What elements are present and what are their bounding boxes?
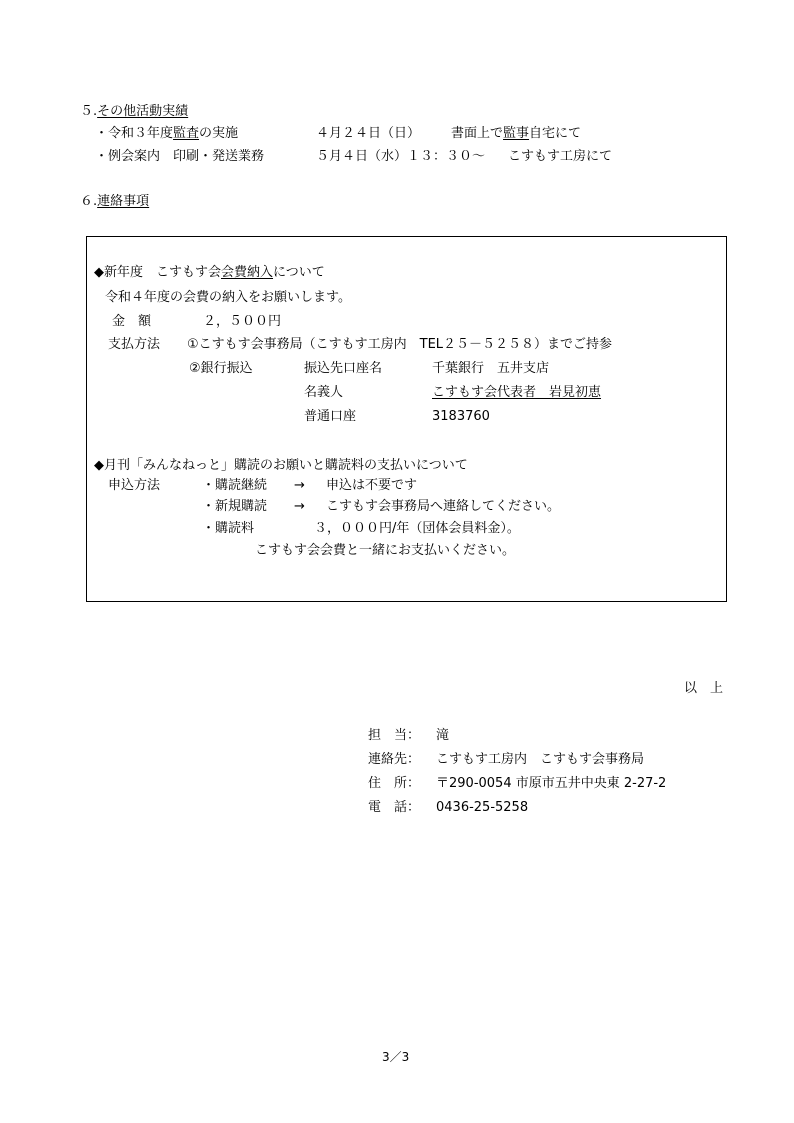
bank-account-type-label: 普通口座 — [304, 409, 357, 424]
subscription-heading: ◆月刊「みんなねっと」購読のお願いと購読料の支払いについて — [94, 458, 468, 473]
bank-account-name-value: 千葉銀行 五井支店 — [432, 361, 550, 376]
page-number: 3／3 — [382, 1050, 410, 1064]
section-title: 連絡事項 — [97, 194, 150, 209]
payment-method-label: 支払方法 — [108, 337, 161, 352]
subscription-row-1-value: 申込は不要です — [326, 478, 418, 493]
bank-holder-label: 名義人 — [304, 385, 344, 400]
fee-amount-label: 金 額 — [112, 314, 152, 329]
bank-account-name-label: 振込先口座名 — [304, 361, 383, 376]
bank-account-number: 3183760 — [432, 409, 490, 424]
activity-place-2: こすもす工房にて — [508, 149, 613, 164]
section-5-heading — [80, 105, 188, 118]
activity-line-1: ・令和３年度監査の実施 — [95, 126, 239, 141]
arrow-right-icon: → — [294, 478, 305, 493]
section-number: ６. — [80, 194, 98, 209]
arrow-right-icon: → — [294, 499, 305, 514]
subscription-row-3-value: ３，０００円/年（団体会員料金）。 — [314, 521, 520, 536]
subscription-row-2-label: ・新規購読 — [202, 499, 268, 514]
contact-phone-label: 電 話： — [368, 800, 421, 815]
subscription-row-1-label: ・購読継続 — [202, 478, 268, 493]
subscription-row-3-label: ・購読料 — [202, 521, 255, 536]
contact-org-label: 連絡先： — [368, 752, 421, 767]
payment-method-1: ①こすもす会事務局（こすもす工房内 TEL２５－５２５８）までご持参 — [187, 337, 613, 352]
activity-date-1: ４月２４日（日） — [316, 126, 421, 141]
fee-heading: ◆新年度 こすもす会会費納入について — [94, 265, 325, 280]
bank-holder-value: こすもす会代表者 岩見初恵 — [432, 385, 602, 400]
activity-place-1: 書面上で監事自宅にて — [451, 126, 582, 141]
activity-date-2: ５月４日（水）１３：３０～ — [316, 149, 486, 164]
contact-phone-value: 0436-25-5258 — [436, 800, 529, 815]
fee-amount: ２，５００円 — [203, 314, 282, 329]
section-6-heading — [80, 195, 149, 208]
contact-person-label: 担 当： — [368, 728, 421, 743]
payment-method-2: ②銀行振込 — [189, 361, 253, 376]
contact-address-value: 〒290-0054 市原市五井中央東 2-27-2 — [436, 776, 667, 791]
contact-org-value: こすもす工房内 こすもす会事務局 — [436, 752, 645, 767]
contact-person-value: 滝 — [436, 728, 450, 743]
closing-mark: 以 上 — [684, 681, 724, 696]
activity-line-2: ・例会案内 印刷・発送業務 — [95, 149, 265, 164]
subscription-row-4: こすもす会会費と一緒にお支払いください。 — [255, 543, 516, 558]
fee-intro: 令和４年度の会費の納入をお願いします。 — [105, 290, 351, 305]
section-number: ５. — [80, 104, 98, 119]
subscription-row-2-value: こすもす会事務局へ連絡してください。 — [326, 499, 561, 514]
section-title: その他活動実績 — [97, 104, 189, 119]
subscription-method-label: 申込方法 — [108, 478, 161, 493]
contact-address-label: 住 所： — [368, 776, 421, 791]
